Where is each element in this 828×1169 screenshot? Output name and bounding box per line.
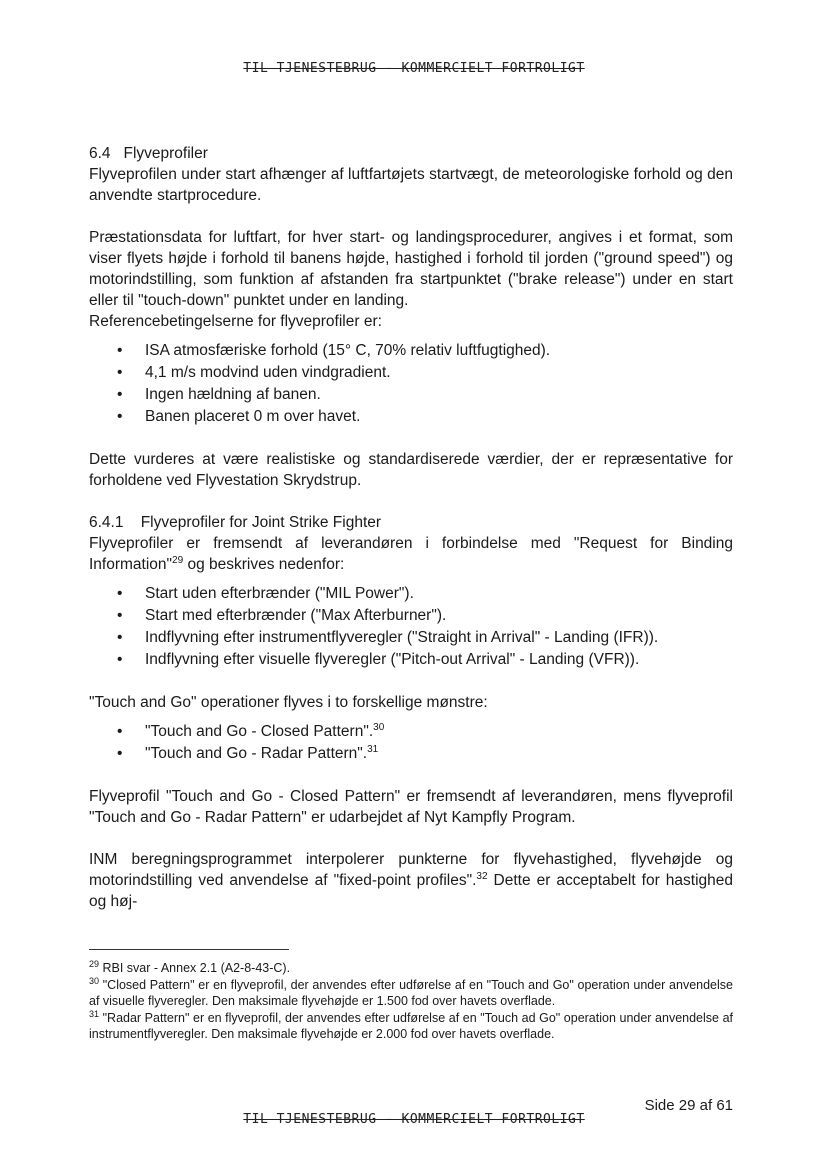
section-number: 6.4	[89, 145, 111, 162]
footnote-ref[interactable]: 32	[476, 871, 488, 882]
section-paragraph: Præstationsdata for luftfart, for hver start- og landingsprocedurer, angives i et format, som viser flyets højde i forhold til banens højde, hastighed i forhold til jorden ("ground speed") og motorindstilling, som funktion af afstanden fra startpunktet ("brake release") under en start eller til "touch-down" punktet under en landing.	[89, 229, 733, 309]
footnote-separator	[89, 949, 289, 950]
page-number: Side 29 af 61	[644, 1097, 733, 1114]
paragraph-text: Flyveprofiler er fremsendt af leverandøren i forbindelse med "Request for Binding Information"	[89, 535, 733, 573]
section-heading	[89, 143, 733, 164]
paragraph-text: Dette er acceptabelt for hastighed og høj-	[89, 872, 734, 910]
subsection-heading	[89, 512, 733, 533]
footnote	[89, 1010, 733, 1043]
paragraph-text: og beskrives nedenfor:	[183, 556, 345, 573]
footnote	[89, 977, 733, 1010]
list-item: • ISA atmosfæriske forhold (15° C, 70% relativ luftfugtighed).	[89, 340, 733, 362]
footnotes	[89, 960, 733, 1043]
touch-and-go-patterns-list	[89, 721, 733, 765]
flight-profiles-list	[89, 583, 733, 671]
footnote-text: RBI svar - Annex 2.1 (A2-8-43-C).	[102, 961, 291, 975]
list-item: • Start uden efterbrænder ("MIL Power").	[89, 583, 733, 605]
footnote-number: 30	[89, 975, 100, 986]
footnote-number: 29	[89, 959, 100, 969]
footnote-ref[interactable]: 30	[373, 722, 385, 733]
subsection-paragraph: Flyveprofil "Touch and Go - Closed Pattern" er fremsendt af leverandøren, mens flyveprofil "Touch and Go - Radar Pattern" er udarbejdet af Nyt Kampfly Program.	[89, 788, 733, 826]
section-paragraph: Referencebetingelserne for flyveprofiler er:	[89, 313, 382, 330]
footer-classification-stamp: TIL TJENESTEBRUG - KOMMERCIELT FORTROLIGT	[243, 1112, 585, 1127]
main-content	[89, 143, 733, 912]
footnote-text: "Closed Pattern" er en flyveprofil, der anvendes efter udførelse af en "Touch and Go" operation under anvendelse af visuelle flyveregler. Den maksimale flyvehøjde er 1.500 fod over havets overflade.	[89, 977, 733, 1008]
footnote-ref[interactable]: 31	[367, 744, 379, 755]
section-paragraph: Dette vurderes at være realistiske og standardiserede værdier, der er repræsentative for forholdene ved Flyvestation Skrydstrup.	[89, 451, 733, 489]
list-item: • Banen placeret 0 m over havet.	[89, 406, 733, 428]
list-item: • Ingen hældning af banen.	[89, 384, 733, 406]
section-title: Flyveprofiler	[123, 145, 208, 162]
list-item: • 4,1 m/s modvind uden vindgradient.	[89, 362, 733, 384]
footnote	[89, 960, 733, 977]
list-item-text: "Touch and Go - Radar Pattern".	[145, 745, 368, 762]
subsection-paragraph	[89, 849, 733, 912]
section-paragraph: Flyveprofilen under start afhænger af luftfartøjets startvægt, de meteorologiske forhold og den anvendte startprocedure.	[89, 166, 733, 204]
paragraph-text: INM beregningsprogrammet interpolerer punkterne for flyvehastighed, flyvehøjde og motorindstilling ved anvendelse af "fixed-point profiles".	[89, 851, 733, 889]
subsection-paragraph: "Touch and Go" operationer flyves i to forskellige mønstre:	[89, 694, 488, 711]
list-item: • Start med efterbrænder ("Max Afterburner").	[89, 605, 733, 627]
footnote-ref[interactable]: 29	[172, 555, 184, 566]
list-item-text: "Touch and Go - Closed Pattern".	[145, 723, 374, 740]
list-item	[89, 743, 733, 765]
list-item: • Indflyvning efter visuelle flyveregler ("Pitch-out Arrival" - Landing (VFR)).	[89, 649, 733, 671]
reference-conditions-list	[89, 340, 733, 428]
header-classification-stamp: TIL TJENESTEBRUG - KOMMERCIELT FORTROLIGT	[243, 61, 585, 76]
footnote-number: 31	[89, 1008, 100, 1019]
list-item	[89, 721, 733, 743]
subsection-title: Flyveprofiler for Joint Strike Fighter	[140, 514, 382, 531]
subsection-number: 6.4.1	[89, 514, 124, 531]
list-item: • Indflyvning efter instrumentflyveregler ("Straight in Arrival" - Landing (IFR)).	[89, 627, 733, 649]
subsection-paragraph	[89, 533, 733, 575]
footnote-text: "Radar Pattern" er en flyveprofil, der anvendes efter udførelse af en "Touch ad Go" operation under anvendelse af instrumentflyveregler. Den maksimale flyvehøjde er 2.000 fod over havets overflade.	[89, 1010, 733, 1041]
